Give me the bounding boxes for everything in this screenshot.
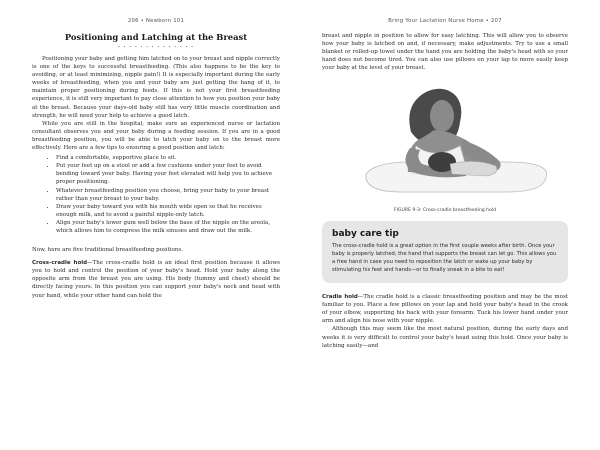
paragraph-positions: Now, here are five traditional breastfeeding positions. (32, 247, 183, 254)
section-title: Positioning and Latching at the Breast (64, 32, 248, 42)
figure-illustration (356, 82, 556, 202)
paragraph-hospital: While you are still in the hospital, make sure an experienced nurse or lactation consultant observes you and your baby during a feeding session. If you are in a good breastfeeding position, you will be able to latch your baby on to the breast more effectively. Here are a few tips to ensuring a good position and latch: (32, 120, 280, 152)
tipbox-text: The cross-cradle hold is a great option in the first couple weeks after birth. Once your baby is properly latched, the hand that supports the breast can let go. This allows you a free hand in case you need to reposition the latch or wake up your baby by stimulating his feet and hands—or to finally sneak in a bite to eat! (332, 243, 557, 274)
figure-caption: FIGURE 9-3: Cross-cradle breastfeeding hold (393, 208, 497, 214)
tips-list (32, 154, 280, 235)
running-head-left: 206 • Newborn 101 (127, 18, 185, 24)
tip-item: • Put your feet up on a stool or add a few cushions under your feet to avoid bending toward your baby. Having your feet elevated will help you to achieve proper positioning. (56, 162, 280, 186)
paragraph-cross-cradle (32, 259, 280, 299)
cross-cradle-text: —The cross-cradle hold is an ideal first position because it allows you to hold and control the position of your baby's head. Hold your baby along the opposite arm from the breast you are using. His body (tummy and chest) should be directly facing yours. In this position you can support your baby's neck and head with your hand, while your other hand can hold the (32, 260, 280, 299)
runin-cradle: Cradle hold (322, 294, 358, 301)
tip-item: • Find a comfortable, supportive place to sit. (56, 154, 280, 162)
breastfeeding-illustration (356, 82, 556, 202)
paragraph-cradle-continued: Although this may seem like the most natural position, during the early days and weeks it is very difficult to control your baby's head using this hold. Once your baby is latching easily—and (322, 326, 568, 349)
tip-item: • Draw your baby toward you with his mouth wide open so that he receives enough milk, and to avoid a painful nipple-only latch. (56, 203, 280, 219)
tip-item: • Align your baby's lower gum well below the base of the nipple on the areola, which allows him to compress the milk sinuses and draw out the milk. (56, 219, 280, 235)
baby-care-tip-box (322, 221, 568, 283)
tipbox-title: baby care tip (332, 229, 399, 240)
runin-cross-cradle: Cross-cradle hold (32, 260, 88, 267)
right-page (300, 0, 600, 450)
paragraph-cradle (322, 293, 568, 325)
running-head-right: Bring Your Lactation Nurse Home • 207 (388, 18, 502, 24)
title-ornament: • • • • • • • • • • • • • • (117, 44, 195, 49)
paragraph-continued: breast and nipple in position to allow for easy latching. This will allow you to observe how your baby is latched on and, if necessary, make adjustments. Try to use a small blanket or rolled-up towel under the hand you are holding the baby's head with so your hand does not become tired. You can also use pillows on your lap to more easily keep your baby at the level of your breast. (322, 33, 568, 72)
paragraph-intro: Positioning your baby and getting him latched on to your breast and nipple correctly is one of the keys to successful breastfeeding. (This also happens to be the key to avoiding, or at least minimizing, nipple pain!) It is especially important during the early weeks of breastfeeding, when you and your baby are just getting the hang of it, to maintain proper positioning during feeds. If this is not your first breastfeeding experience, it is still very important to pay close attention to how you position your baby at the breast. Because your days-old baby still has very little muscle coordination and strength, he will need your help to achieve a good latch. (32, 56, 280, 119)
tip-item: • Whatever breastfeeding position you choose, bring your baby to your breast rather than your breast to your baby. (56, 187, 280, 203)
cradle-text: —The cradle hold is a classic breastfeeding position and may be the most familiar to you. Place a few pillows on your lap and hold your baby's head in the crook of your elbow, supporting his back with your forearm. Tuck his lower hand under your arm and align his nose with your nipple. (322, 294, 568, 325)
